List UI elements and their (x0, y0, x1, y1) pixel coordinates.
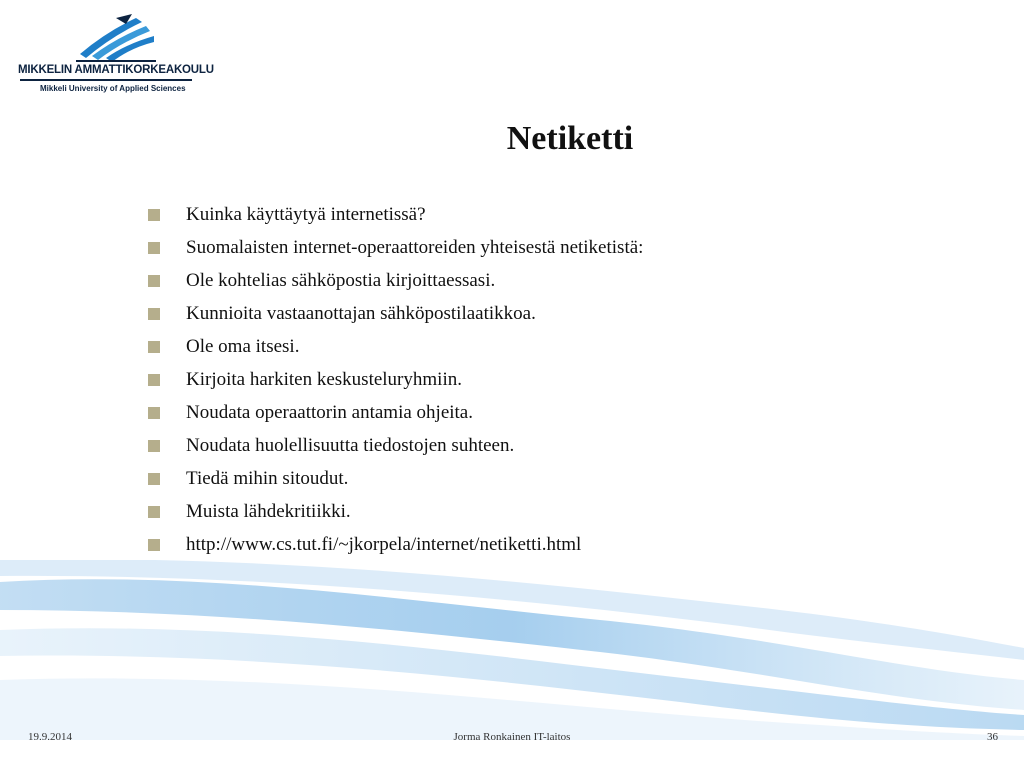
bullet-item (146, 299, 906, 332)
bullet-item (146, 332, 906, 365)
bullet-item (146, 464, 906, 497)
bullet-square-icon (148, 308, 160, 320)
bullet-square-icon (148, 242, 160, 254)
footer-author: Jorma Ronkainen IT-laitos (453, 731, 571, 743)
bullet-item (146, 398, 906, 431)
bullet-square-icon (148, 341, 160, 353)
bullet-text: Kuinka käyttäytyä internetissä? (186, 204, 426, 225)
bullet-text: Tiedä mihin sitoudut. (186, 468, 349, 489)
logo-subtitle: Mikkeli University of Applied Sciences (40, 84, 186, 93)
bullet-square-icon (148, 275, 160, 287)
bullet-item (146, 497, 906, 530)
bullet-square-icon (148, 440, 160, 452)
bullet-square-icon (148, 473, 160, 485)
bullet-text: Suomalaisten internet-operaattoreiden yhteisestä netiketistä: (186, 237, 644, 258)
bullet-square-icon (148, 209, 160, 221)
logo-emblem-icon (76, 14, 156, 62)
bullet-text: Noudata huolellisuutta tiedostojen suhteen. (186, 435, 515, 456)
bullet-text: Muista lähdekritiikki. (186, 501, 351, 522)
bullet-item (146, 431, 906, 464)
bullet-text: Kirjoita harkiten keskusteluryhmiin. (186, 369, 462, 390)
bullet-item (146, 233, 906, 266)
bullet-text: Ole oma itsesi. (186, 336, 300, 357)
bullet-item (146, 266, 906, 299)
bullet-text: http://www.cs.tut.fi/~jkorpela/internet/netiketti.html (186, 534, 582, 555)
bullet-list (146, 200, 906, 563)
logo-divider (20, 79, 192, 81)
bullet-square-icon (148, 407, 160, 419)
bullet-square-icon (148, 506, 160, 518)
bullet-item (146, 200, 906, 233)
slide-title: Netiketti (506, 120, 634, 157)
bullet-item (146, 365, 906, 398)
bullet-square-icon (148, 374, 160, 386)
footer-page-number: 36 (987, 731, 998, 743)
logo-name: MIKKELIN AMMATTIKORKEAKOULU (18, 64, 214, 76)
bullet-square-icon (148, 539, 160, 551)
bullet-item (146, 530, 906, 563)
university-logo (18, 14, 214, 98)
bullet-text: Kunnioita vastaanottajan sähköpostilaatikkoa. (186, 303, 536, 324)
bullet-text: Ole kohtelias sähköpostia kirjoittaessasi. (186, 270, 496, 291)
footer-date: 19.9.2014 (28, 731, 72, 743)
decorative-waves (0, 560, 1024, 740)
bullet-text: Noudata operaattorin antamia ohjeita. (186, 402, 473, 423)
